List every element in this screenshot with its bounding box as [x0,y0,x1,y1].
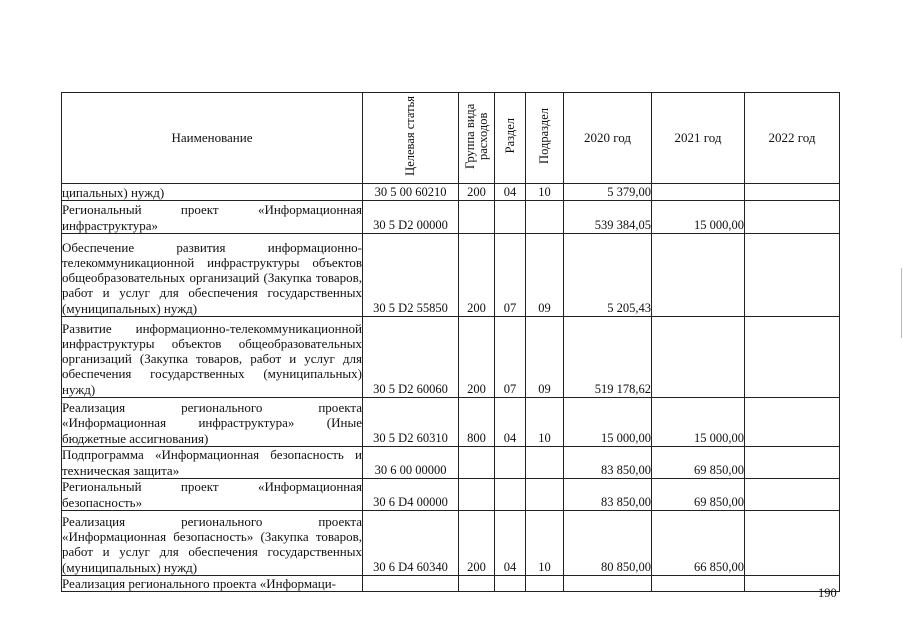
row-group [459,576,495,592]
row-2020 [564,576,652,592]
row-code: 30 6 00 00000 [363,447,459,479]
row-subsection: 10 [526,511,564,576]
row-subsection: 09 [526,234,564,317]
row-code: 30 5 00 60210 [363,184,459,201]
header-2022: 2022 год [745,93,840,184]
row-subsection [526,576,564,592]
header-expense-group: Группа вида расходов [459,93,495,184]
row-group: 200 [459,184,495,201]
row-section: 04 [495,184,526,201]
row-name: ципальных) нужд) [62,184,363,201]
row-code: 30 5 D2 60310 [363,398,459,447]
row-2020: 83 850,00 [564,447,652,479]
row-2021: 15 000,00 [652,201,745,234]
row-name: Подпрограмма «Информационная безопасность и техническая защита» [62,447,362,478]
header-name: Наименование [62,93,363,184]
table-row [62,511,840,576]
table-row [62,447,840,479]
row-2022 [745,511,840,576]
row-2020: 83 850,00 [564,479,652,511]
margin-mark [901,268,902,338]
row-subsection [526,201,564,234]
row-code: 30 5 D2 55850 [363,234,459,317]
page-number: 190 [818,586,837,600]
row-2021 [652,317,745,398]
row-2021 [652,184,745,201]
table-row [62,479,840,511]
budget-table [61,92,840,592]
table-row [62,576,840,592]
header-subsection: Подраздел [526,93,564,184]
row-code: 30 6 D4 00000 [363,479,459,511]
row-name: Развитие информационно-телекоммуникационной инфраструктуры объектов общеобразовательных организаций (Закупка товаров, работ и услуг для обеспечения государственных (муниципальных) нужд) [62,317,363,398]
row-group: 200 [459,234,495,317]
row-name: Реализация регионального проекта «Информационная безопасность» (Закупка товаров, работ и услуг для обеспечения государственных (муниципальных) нужд) [62,511,363,576]
row-group: 200 [459,511,495,576]
row-code [363,576,459,592]
row-group [459,447,495,479]
row-name: Региональный проект «Информационная безопасность» [62,479,362,510]
header-target-article: Целевая статья [363,93,459,184]
row-subsection [526,479,564,511]
table-row [62,234,840,317]
row-section [495,576,526,592]
table-header-row [62,93,840,184]
row-section: 04 [495,398,526,447]
row-group [459,201,495,234]
row-2020: 80 850,00 [564,511,652,576]
table-row [62,317,840,398]
row-2020: 15 000,00 [564,398,652,447]
row-group [459,479,495,511]
row-subsection [526,447,564,479]
row-2021 [652,576,745,592]
row-2021: 69 850,00 [652,479,745,511]
row-2021: 15 000,00 [652,398,745,447]
row-group: 200 [459,317,495,398]
row-2022 [745,201,840,234]
row-section: 07 [495,317,526,398]
row-section [495,447,526,479]
row-2020: 5 379,00 [564,184,652,201]
row-code: 30 5 D2 60060 [363,317,459,398]
row-section [495,201,526,234]
row-2020: 539 384,05 [564,201,652,234]
row-group: 800 [459,398,495,447]
header-2020: 2020 год [564,93,652,184]
row-name: Реализация регионального проекта «Информаци- [62,576,363,592]
row-subsection: 09 [526,317,564,398]
table-row [62,398,840,447]
row-subsection: 10 [526,398,564,447]
row-section [495,479,526,511]
row-2021: 69 850,00 [652,447,745,479]
row-2022 [745,479,840,511]
row-code: 30 6 D4 60340 [363,511,459,576]
header-2021: 2021 год [652,93,745,184]
row-2020: 519 178,62 [564,317,652,398]
row-2022 [745,447,840,479]
row-2020: 5 205,43 [564,234,652,317]
row-subsection: 10 [526,184,564,201]
header-section: Раздел [495,93,526,184]
row-2021: 66 850,00 [652,511,745,576]
row-section: 07 [495,234,526,317]
row-code: 30 5 D2 00000 [363,201,459,234]
row-name: Реализация регионального проекта «Информационная инфраструктура» (Иные бюджетные ассигнования) [62,398,363,447]
row-section: 04 [495,511,526,576]
row-2022 [745,234,840,317]
row-2022 [745,317,840,398]
table-row [62,184,840,201]
row-name: Региональный проект «Информационная инфраструктура» [62,202,362,233]
row-2022 [745,184,840,201]
row-name: Обеспечение развития информационно-телекоммуникационной инфраструктуры объектов общеобразовательных организаций (Закупка товаров, работ и услуг для обеспечения государственных (муниципальных) нужд) [62,234,363,317]
row-2021 [652,234,745,317]
row-2022 [745,398,840,447]
table-row [62,201,840,234]
